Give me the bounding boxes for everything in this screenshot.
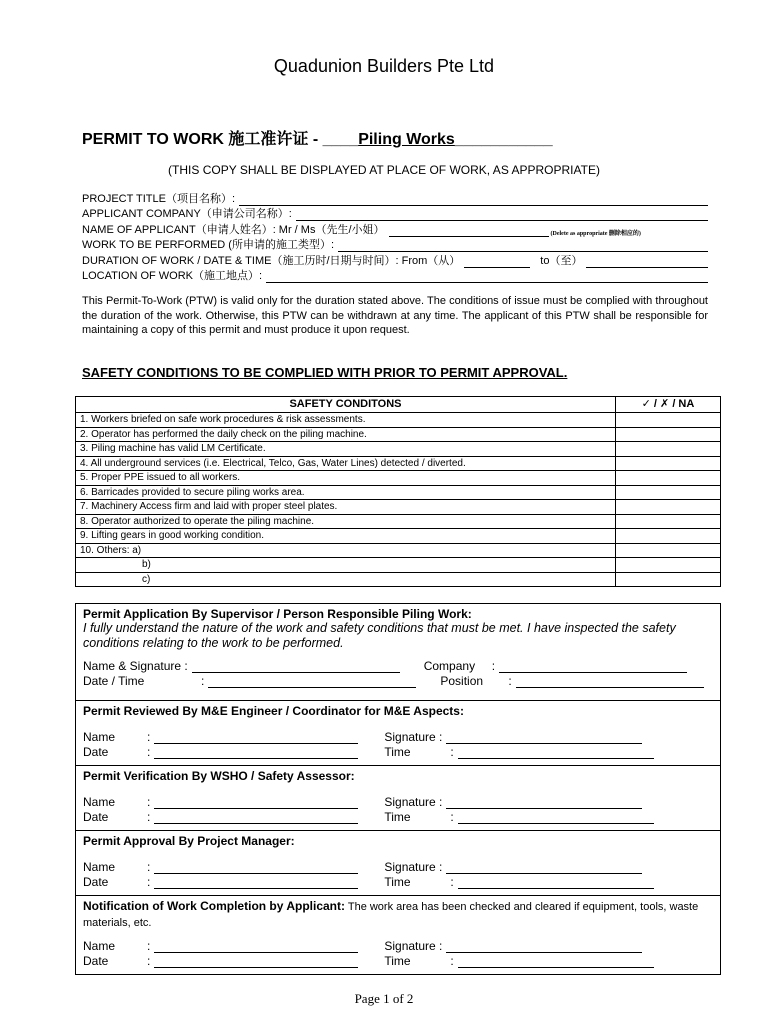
signature-label: Signature : [384, 938, 443, 953]
copy-note: (THIS COPY SHALL BE DISPLAYED AT PLACE OF WORK, AS APPROPRIATE) [168, 163, 600, 177]
pm-section [76, 831, 720, 896]
table-row [76, 500, 721, 515]
signature-label: Signature : [384, 859, 443, 874]
safety-heading: SAFETY CONDITIONS TO BE COMPLIED WITH PRIOR TO PERMIT APPROVAL. [82, 365, 568, 380]
permit-title-blank-2: ___________ [454, 131, 553, 148]
time-label: Time [384, 954, 411, 968]
colon: : [450, 810, 454, 824]
colon: : [147, 729, 151, 744]
colon: : [450, 954, 454, 968]
colon: : [147, 745, 151, 759]
check-cell[interactable] [616, 413, 721, 428]
supervisor-lines [83, 657, 713, 688]
check-cell[interactable] [616, 529, 721, 544]
supervisor-row-1 [83, 657, 713, 673]
check-cell[interactable] [616, 543, 721, 558]
condition-text: b) [76, 558, 616, 573]
signature-input[interactable] [446, 862, 642, 874]
header-conditions: SAFETY CONDITONS [76, 397, 616, 413]
name-input[interactable] [154, 941, 358, 953]
condition-text: 5. Proper PPE issued to all workers. [76, 471, 616, 486]
name-label: Name [83, 859, 116, 874]
me-engineer-section [76, 701, 720, 766]
completion-section [76, 896, 720, 974]
duration-to-input[interactable] [586, 256, 708, 268]
field-location [82, 268, 708, 284]
field-label: DURATION OF WORK / DATE & TIME（施工历时/日期与时间）: From（从） [82, 254, 461, 267]
table-row [76, 529, 721, 544]
supervisor-section [76, 604, 720, 701]
condition-text: 2. Operator has performed the daily check on the piling machine. [76, 427, 616, 442]
table-row [76, 572, 721, 587]
time-label: Time [384, 875, 411, 889]
completion-lines [83, 937, 713, 968]
permit-type: Piling Works [358, 131, 455, 148]
colon: : [147, 875, 151, 889]
me-row-2 [83, 744, 713, 760]
condition-text: 8. Operator authorized to operate the piling machine. [76, 514, 616, 529]
date-label: Date [83, 875, 109, 889]
completion-title: Notification of Work Completion by Applicant: [83, 899, 345, 913]
colon: : [147, 859, 151, 874]
check-cell[interactable] [616, 514, 721, 529]
date-time-label: Date / Time [83, 674, 145, 688]
table-row [76, 485, 721, 500]
wsho-title: Permit Verification By WSHO / Safety Assessor: [83, 769, 355, 783]
signature-label: Signature : [384, 794, 443, 809]
name-signature-label: Name & Signature : [83, 658, 188, 673]
check-cell[interactable] [616, 500, 721, 515]
name-input[interactable] [154, 862, 358, 874]
applicant-company-input[interactable] [296, 209, 708, 221]
completion-heading [83, 899, 713, 931]
pm-row-1 [83, 858, 713, 874]
company-input[interactable] [499, 661, 687, 673]
condition-text: 3. Piling machine has valid LM Certificate. [76, 442, 616, 457]
field-duration [82, 252, 708, 268]
time-label: Time [384, 810, 411, 824]
project-title-input[interactable] [239, 194, 708, 206]
delete-note: (Delete as appropriate 删除相应的) [550, 230, 641, 237]
signature-input[interactable] [446, 732, 642, 744]
table-row [76, 558, 721, 573]
supervisor-title: Permit Application By Supervisor / Person Responsible Piling Work: [83, 607, 472, 621]
condition-text: c) [76, 572, 616, 587]
date-input[interactable] [154, 956, 358, 968]
location-input[interactable] [266, 271, 708, 283]
approvals-box [75, 603, 721, 975]
permit-title [82, 126, 553, 149]
company-name: Quadunion Builders Pte Ltd [273, 56, 495, 76]
table-row [76, 442, 721, 457]
permit-title-blank-1: ____ [322, 131, 359, 148]
position-label: Position [440, 674, 484, 688]
time-input[interactable] [458, 956, 654, 968]
completion-row-2 [83, 953, 713, 969]
colon: : [491, 658, 496, 673]
date-input[interactable] [154, 877, 358, 889]
supervisor-row-2 [83, 673, 713, 689]
date-label: Date [83, 745, 109, 759]
field-applicant-name [82, 221, 708, 237]
field-label: APPLICANT COMPANY（申请公司名称）: [82, 208, 292, 220]
table-header-row [76, 397, 721, 413]
colon: : [450, 745, 454, 759]
check-cell[interactable] [616, 427, 721, 442]
colon: : [508, 674, 512, 688]
colon: : [147, 794, 151, 809]
duration-from-input[interactable] [464, 256, 530, 268]
check-cell[interactable] [616, 572, 721, 587]
wsho-row-1 [83, 793, 713, 809]
me-lines [83, 728, 713, 759]
table-row [76, 514, 721, 529]
pm-title: Permit Approval By Project Manager: [83, 834, 295, 848]
applicant-name-input[interactable] [389, 225, 549, 237]
name-label: Name [83, 729, 116, 744]
field-label: PROJECT TITLE（项目名称）: [82, 192, 236, 205]
condition-text: 7. Machinery Access firm and laid with proper steel plates. [76, 500, 616, 515]
table-row [76, 471, 721, 486]
table-row [76, 427, 721, 442]
colon: : [450, 875, 454, 889]
completion-desc: The work area has been checked and cleared if equipment, tools, waste materials, etc. [83, 901, 699, 929]
check-cell[interactable] [616, 456, 721, 471]
date-input[interactable] [154, 812, 358, 824]
to-label: to（至） [540, 254, 583, 267]
name-label: Name [83, 938, 116, 953]
condition-text: 1. Workers briefed on safe work procedures & risk assessments. [76, 413, 616, 428]
colon: : [147, 938, 151, 953]
pm-lines [83, 858, 713, 889]
colon: : [201, 674, 205, 688]
wsho-section [76, 766, 720, 831]
check-cell[interactable] [616, 485, 721, 500]
pm-row-2 [83, 874, 713, 890]
condition-text: 10. Others: a) [76, 543, 616, 558]
time-label: Time [384, 745, 411, 759]
signature-label: Signature : [384, 729, 443, 744]
date-label: Date [83, 954, 109, 968]
condition-text: 6. Barricades provided to secure piling works area. [76, 485, 616, 500]
safety-conditions-table [75, 396, 721, 587]
time-input[interactable] [458, 747, 654, 759]
name-input[interactable] [154, 732, 358, 744]
validity-paragraph: This Permit-To-Work (PTW) is valid only for the duration stated above. The conditions of issue must be complied with throughout the duration of the work. Otherwise, this PTW can be withdrawn at any time. The applicant of this PTW shall be responsible for maintaining a copy of this permit and must produce it upon request. [82, 295, 708, 336]
condition-text: 4. All underground services (i.e. Electrical, Telco, Gas, Water Lines) detected / diverted. [76, 456, 616, 471]
wsho-row-2 [83, 809, 713, 825]
check-cell[interactable] [616, 558, 721, 573]
page-number: Page 1 of 2 [354, 991, 414, 1006]
time-input[interactable] [458, 812, 654, 824]
work-input[interactable] [338, 240, 708, 252]
signature-input[interactable] [446, 941, 642, 953]
date-input[interactable] [154, 747, 358, 759]
wsho-lines [83, 793, 713, 824]
table-row [76, 413, 721, 428]
completion-row-1 [83, 937, 713, 953]
check-cell[interactable] [616, 442, 721, 457]
date-time-input[interactable] [208, 676, 416, 688]
me-engineer-title: Permit Reviewed By M&E Engineer / Coordinator for M&E Aspects: [83, 704, 464, 718]
name-input[interactable] [154, 797, 358, 809]
header-check: ✓ / ✗ / NA [616, 397, 721, 413]
table-row [76, 543, 721, 558]
field-label: LOCATION OF WORK（施工地点）: [82, 270, 263, 282]
check-cell[interactable] [616, 471, 721, 486]
supervisor-desc: I fully understand the nature of the work and safety conditions that must be met. I have inspected the safety conditions relating to the work to be performed. [83, 621, 676, 650]
me-row-1 [83, 728, 713, 744]
name-label: Name [83, 794, 116, 809]
permit-title-prefix: PERMIT TO WORK 施工准许证 - [82, 131, 323, 148]
date-label: Date [83, 810, 109, 824]
field-applicant-company [82, 206, 708, 222]
signature-input[interactable] [446, 797, 642, 809]
colon: : [147, 810, 151, 824]
position-input[interactable] [516, 676, 704, 688]
condition-text: 9. Lifting gears in good working condition. [76, 529, 616, 544]
field-project-title [82, 190, 708, 206]
company-label: Company [423, 658, 476, 673]
colon: : [147, 954, 151, 968]
field-work [82, 237, 708, 253]
field-label: WORK TO BE PERFORMED (所申请的施工类型）: [82, 239, 334, 251]
permit-fields [82, 190, 708, 283]
time-input[interactable] [458, 877, 654, 889]
field-label: NAME OF APPLICANT（申请人姓名）: Mr / Ms（先生/小姐） [82, 223, 385, 236]
name-signature-input[interactable] [192, 661, 400, 673]
table-row [76, 456, 721, 471]
